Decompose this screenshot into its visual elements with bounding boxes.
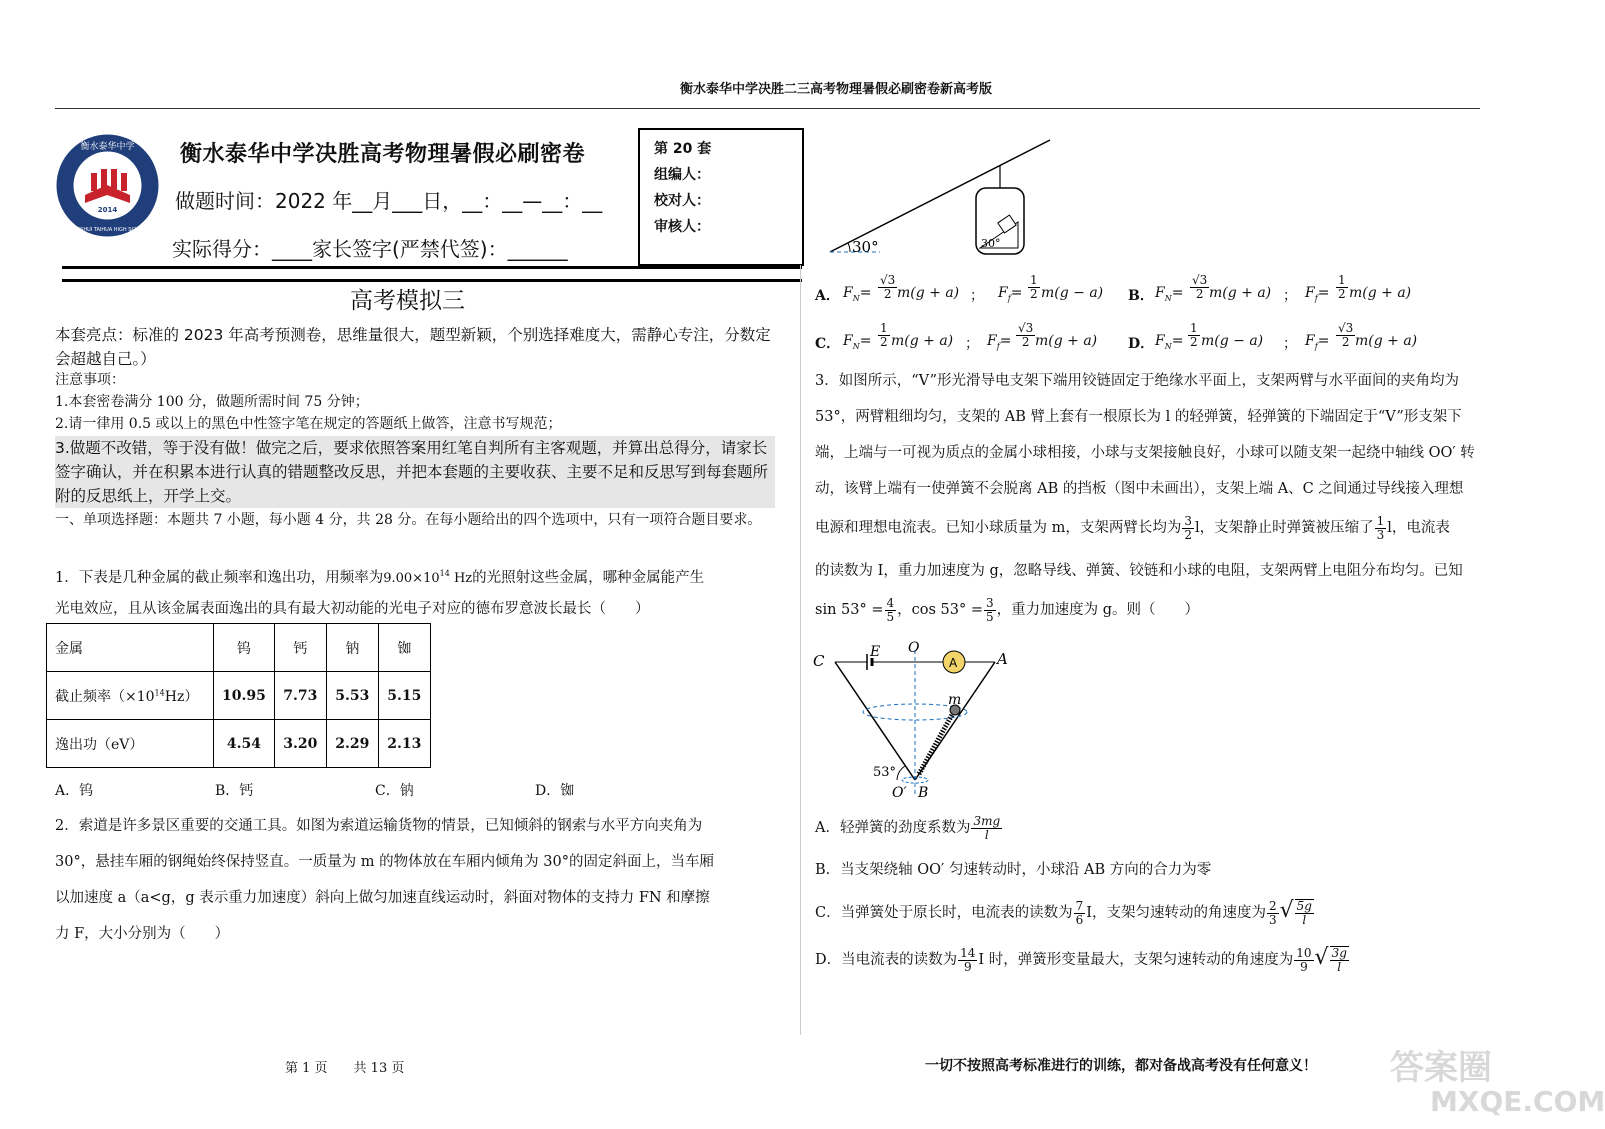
row-label-work-function: 逸出功（eV） <box>47 720 214 768</box>
table-cell: 3.20 <box>274 720 326 768</box>
q2-options-row1: A． $F_N=$ $\frac{√3}{2}$ m(g + a) ； $F_f=$ $\frac{1}{2}$ m(g − a) B． $F_N=$ $\frac{√3}{2}$ m(g + a) ； $F_f=$ $\frac{1}{2}$ m(g + a) <box>815 273 1412 304</box>
fig-ammeter-label: A <box>949 656 958 670</box>
q1-stem-line1: 1．下表是几种金属的截止频率和逸出功，用频率为$9.00\times 10^{14}$ Hz的光照射这些金属，哪种金属能产生 <box>55 569 705 586</box>
table-cell: 2.13 <box>378 720 430 768</box>
logo-top-text: 衡水泰华中学 <box>80 142 135 152</box>
logo-year: 2014 <box>97 206 118 214</box>
fig-angle-53: 53° <box>873 765 897 780</box>
q3-line3: 端，上端与一可视为质点的金属小球相接，小球与支架接触良好，小球可以随支架一起绕中轴线 OO′ 转 <box>815 445 1475 461</box>
intro-highlight: 本套亮点：标准的 2023 年高考预测卷，思维量很大，题型新颖，个别选择难度大，需静心专注，分数定会超越自己。） <box>55 326 771 368</box>
notice-1: 1.本套密卷满分 100 分，做题所需时间 75 分钟； <box>55 394 369 410</box>
fig-angle-inner: 30° <box>981 237 1001 250</box>
column-divider <box>800 265 801 1035</box>
q2-line4: 力 F，大小分别为（ ） <box>55 926 230 942</box>
watermark-bottom: MXQE.COM <box>1430 1085 1605 1118</box>
q3-line5: 电源和理想电流表。已知小球质量为 m，支架两臂长均为 $\frac{3}{2}$ l，支架静止时弹簧被压缩了 $\frac{1}{3}$ l，电流表 <box>815 513 1450 542</box>
exam-title: 高考模拟三 <box>350 288 465 314</box>
footer-slogan: 一切不按照高考标准进行的训练，都对备战高考没有任何意义！ <box>925 1058 1317 1074</box>
table-row <box>47 672 431 720</box>
q1-option-d: D．铷 <box>535 783 575 799</box>
q3-option-d: D．当电流表的读数为 $\frac{14}{9}$ I 时，弹簧形变量最大，支架匀速转动的角速度为 $\frac{10}{9}$ √ $\frac{3g}{l}$ <box>815 945 1347 974</box>
q3-line1: 3．如图所示，“V”形光滑导电支架下端用铰链固定于绝缘水平面上，支架两臂与水平面间的夹角均为 <box>815 373 1460 389</box>
fig-label-m: m <box>948 692 962 708</box>
q2-line2: 30°，悬挂车厢的钢绳始终保持竖直。一质量为 m 的物体放在车厢内倾角为 30°的固定斜面上，当车厢 <box>55 854 714 870</box>
table-cell: 4.54 <box>214 720 275 768</box>
table-header-metal: 金属 <box>47 624 214 672</box>
q3-option-c: C．当弹簧处于原长时，电流表的读数为 $\frac{7}{6}$ I，支架匀速转动的角速度为 $\frac{2}{3}$ √ $\frac{5g}{l}$ <box>815 898 1312 927</box>
q2-line1: 2．索道是许多景区重要的交通工具。如图为索道运输货物的情景，已知倾斜的钢索与水平方向夹角为 <box>55 818 703 834</box>
notice-title: 注意事项： <box>55 372 125 388</box>
table-cell: 2.29 <box>326 720 378 768</box>
table-header-cell: 铷 <box>378 624 430 672</box>
proofreader-label: 校对人： <box>654 193 710 209</box>
page-number: 第 1 页 共 13 页 <box>285 1061 405 1076</box>
notice-3: 3.做题不改错，等于没有做！做完之后，要求依照答案用红笔自判所有主客观题，并算出总得分，请家长签字确认，并在积累本进行认真的错题整改反思，并把本套题的主要收获、主要不足和反思写到每套题所附的反思纸上，开学上交。 <box>55 436 775 508</box>
info-box <box>638 128 804 266</box>
row-label-frequency: 截止频率$(\times 10^{14}Hz)$ <box>47 672 214 720</box>
q1-option-c: C．钠 <box>375 783 414 799</box>
fig-angle-outer: 30° <box>852 238 879 256</box>
cable-car-figure <box>820 130 1060 265</box>
table-row <box>47 624 431 672</box>
fig-label-o: O <box>908 640 920 656</box>
q2-options-row2: C． $F_N=$ $\frac{1}{2}$ m(g + a) ； $F_f=$ $\frac{√3}{2}$ m(g + a) D． $F_N=$ $\frac{1}{2}$ m(g − a) ； $F_f=$ $\frac{√3}{2}$ m(g + a) <box>815 321 1418 352</box>
table-cell: 5.15 <box>378 672 430 720</box>
editor-label: 组编人： <box>654 167 710 183</box>
fig-label-e: E <box>870 644 881 660</box>
table-header-cell: 钙 <box>274 624 326 672</box>
q3-line4: 动，该臂上端有一使弹簧不会脱离 AB 的挡板（图中未画出），支架上端 A、C 之间通过导线接入理想 <box>815 481 1464 497</box>
table-cell: 7.73 <box>274 672 326 720</box>
school-title: 衡水泰华中学决胜高考物理暑假必刷密卷 <box>180 142 586 167</box>
v-support-figure <box>815 640 1035 810</box>
q3-option-b: B．当支架绕轴 OO′ 匀速转动时，小球沿 AB 方向的合力为零 <box>815 862 1212 878</box>
title-rule <box>62 266 802 282</box>
q3-line6: 的读数为 I，重力加速度为 g，忽略导线、弹簧、铰链和小球的电阻，支架两臂上电阻分布均匀。已知 <box>815 563 1463 579</box>
section-1-header: 一、单项选择题：本题共 7 小题，每小题 4 分，共 28 分。在每小题给出的四个选项中，只有一项符合题目要求。 <box>55 512 762 528</box>
header-divider <box>55 108 1480 109</box>
fig-label-a: A <box>997 650 1008 668</box>
table-header-cell: 钨 <box>214 624 275 672</box>
score-line: 实际得分：____家长签字(严禁代签)：______ <box>172 237 568 261</box>
running-title: 衡水泰华中学决胜二三高考物理暑假必刷密卷新高考版 <box>680 82 993 97</box>
table-cell: 5.53 <box>326 672 378 720</box>
notice-2: 2.请一律用 0.5 或以上的黑色中性签字笔在规定的答题纸上做答，注意书写规范； <box>55 416 562 432</box>
logo-bottom-text: HENGSHUI TAIHUA HIGH SCHOOL <box>65 227 150 233</box>
q1-stem-line2: 光电效应，且从该金属表面逸出的具有最大初动能的光电子对应的德布罗意波长最长（ ） <box>55 601 650 617</box>
table-header-cell: 钠 <box>326 624 378 672</box>
fig-label-b: B <box>918 785 929 801</box>
table-row <box>47 720 431 768</box>
q1-option-a: A．钨 <box>55 783 94 799</box>
table-cell: 10.95 <box>214 672 275 720</box>
fig-label-o-prime: O′ <box>892 785 907 801</box>
school-logo <box>55 133 160 238</box>
watermark-top: 答案圈 <box>1390 1048 1492 1088</box>
q3-line2: 53°，两臂粗细均匀，支架的 AB 臂上套有一根原长为 l 的轻弹簧，轻弹簧的下端固定于“V”形支架下 <box>815 409 1462 425</box>
q3-option-a: A．轻弹簧的劲度系数为 $\frac{3mg}{l}$ <box>815 813 1001 842</box>
q1-option-b: B．钙 <box>215 783 254 799</box>
q3-line7: sin 53° = $\frac{4}{5}$ ，cos 53° = $\frac{3}{5}$ ，重力加速度为 g。则（ ） <box>815 595 1200 624</box>
reviewer-label: 审核人： <box>654 219 710 235</box>
fig-label-c: C <box>813 652 825 670</box>
q2-line3: 以加速度 a（a<g，g 表示重力加速度）斜向上做匀加速直线运动时，斜面对物体的支持力 FN 和摩擦 <box>55 890 710 906</box>
metal-table <box>46 623 431 768</box>
time-line: 做题时间：2022 年__月___日，__：__—__：__ <box>175 189 603 213</box>
set-number: 第 20 套 <box>654 141 712 157</box>
